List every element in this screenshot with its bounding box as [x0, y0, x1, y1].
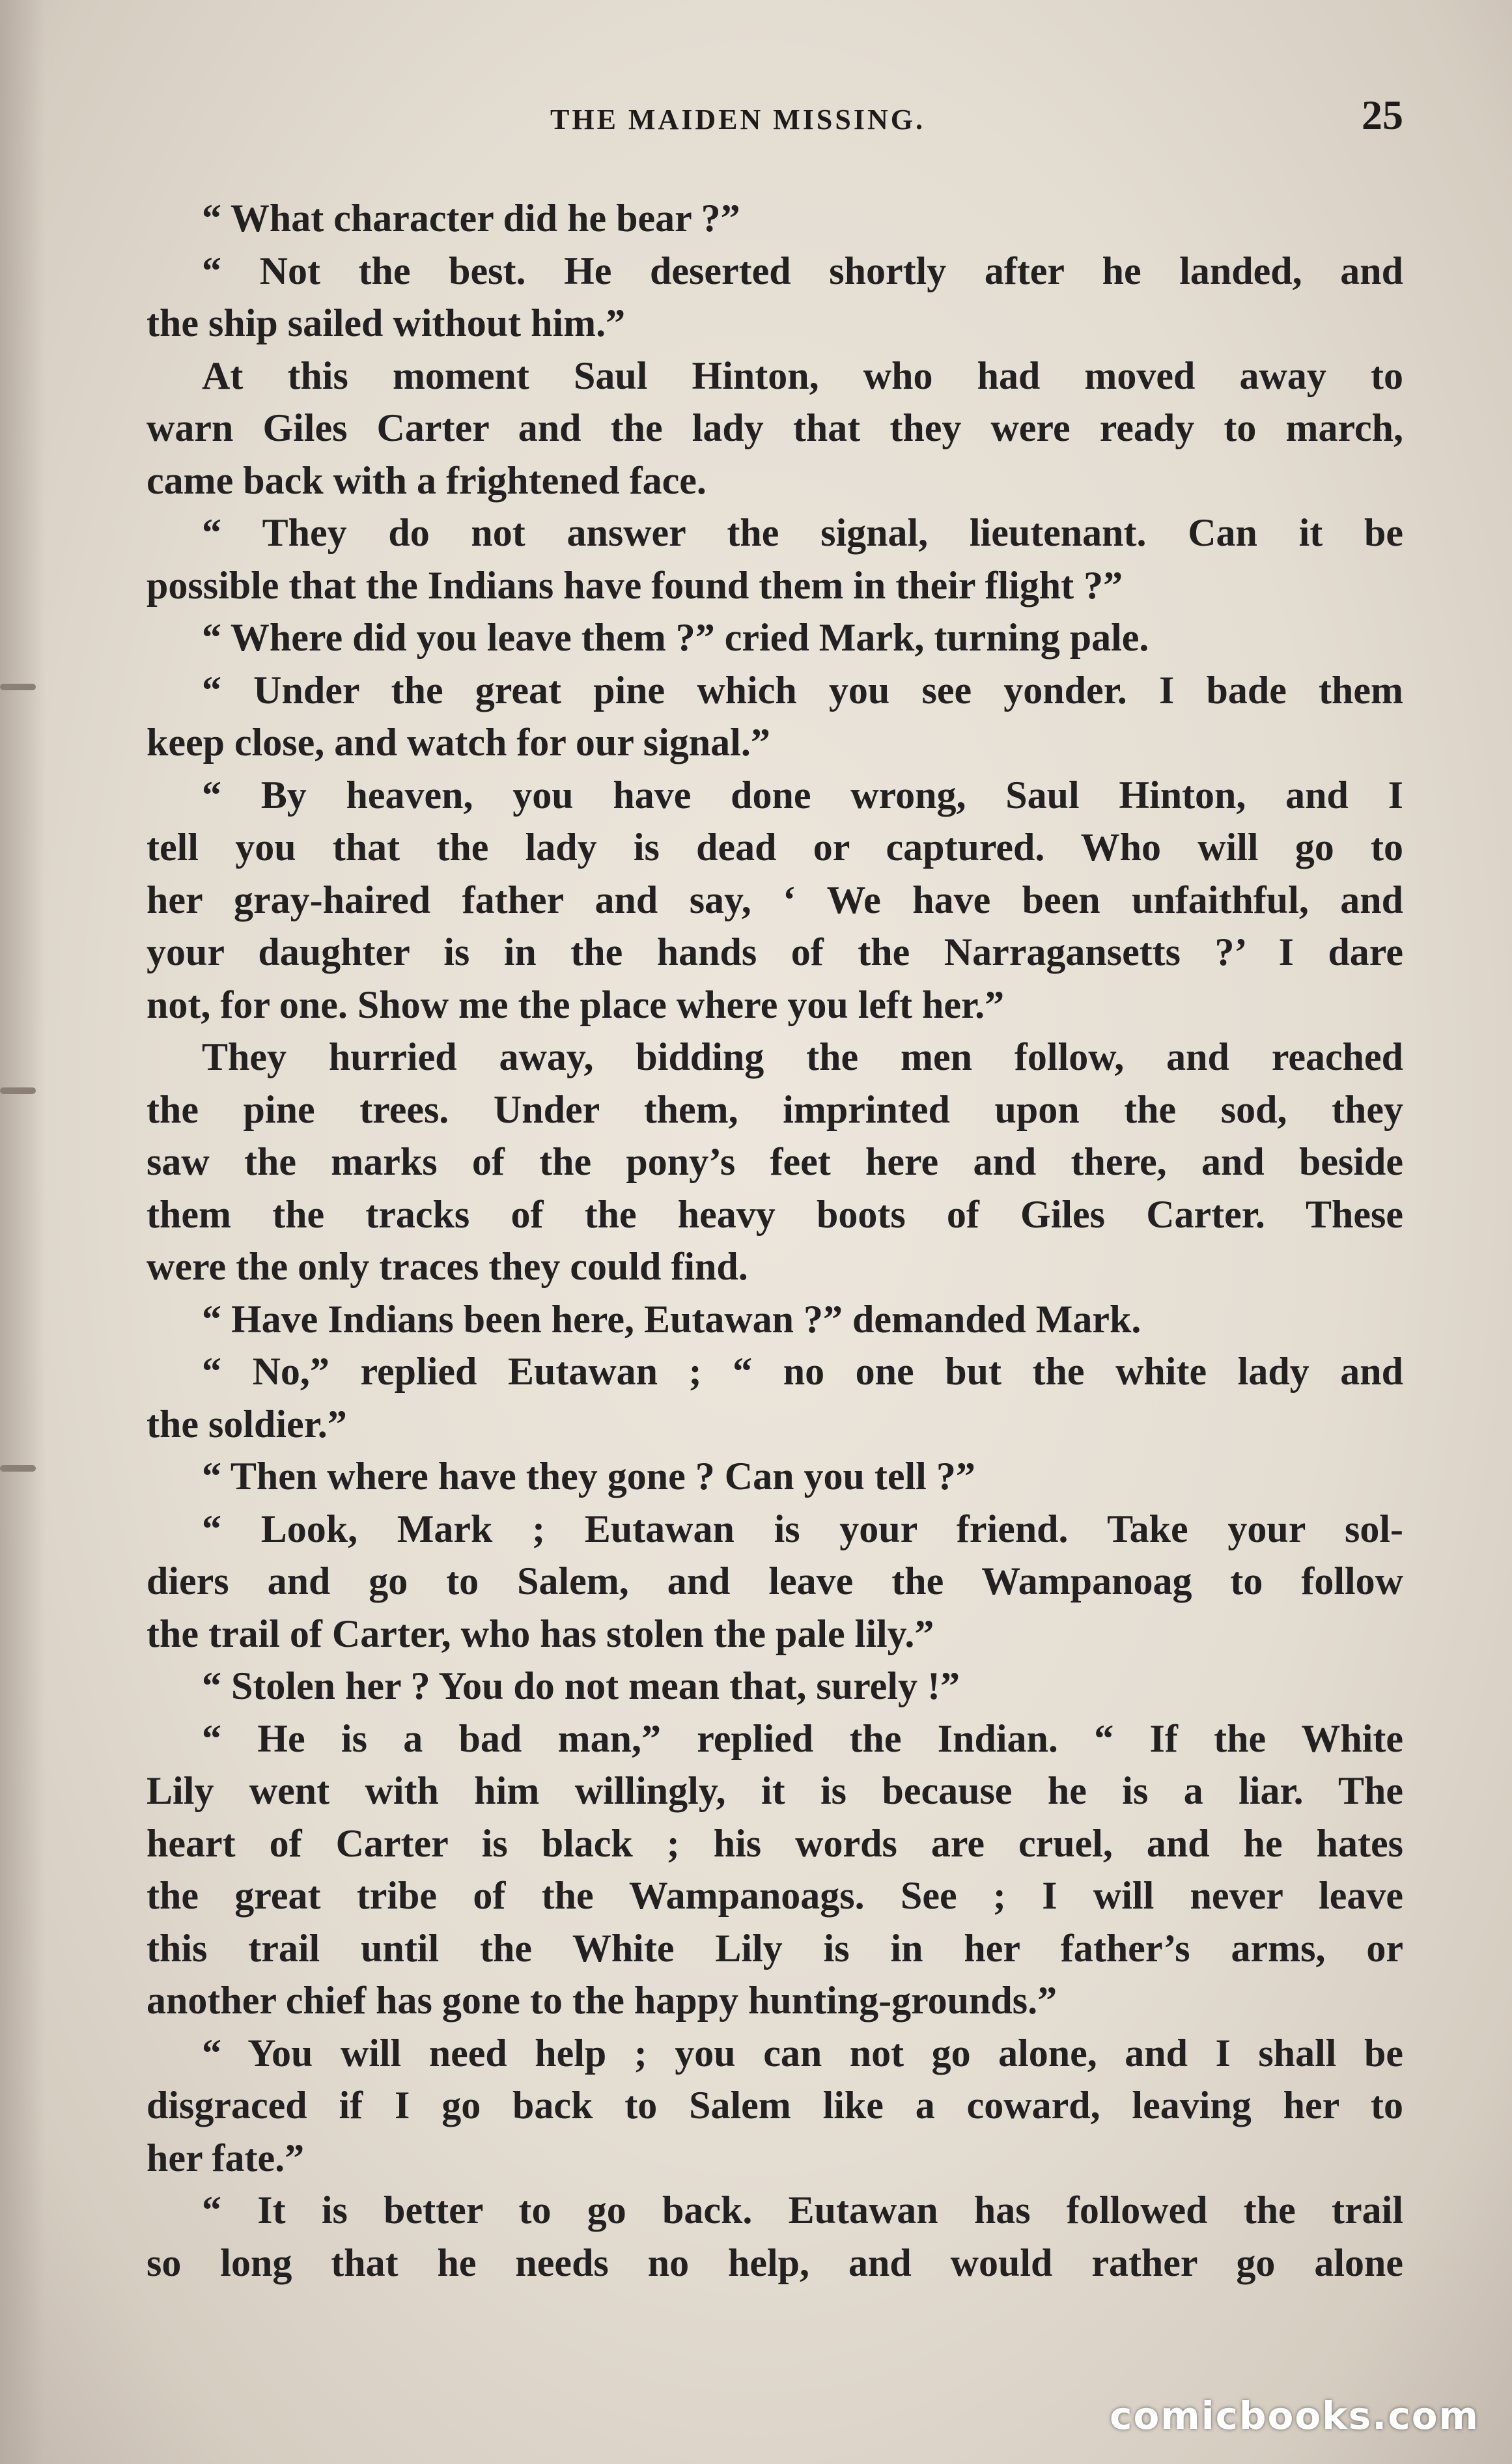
text-line: this trail until the White Lily is in her father’s arms, or	[147, 1926, 1403, 1970]
page-edge-nick	[0, 1087, 36, 1094]
text-line: your daughter is in the hands of the Narragansetts ?’ I dare	[147, 931, 1403, 973]
text-line: “ Not the best. He deserted shortly after he landed, and	[202, 249, 1403, 292]
text-line: “ Then where have they gone ? Can you tell ?”	[202, 1455, 975, 1498]
text-line: keep close, and watch for our signal.”	[147, 721, 770, 764]
running-title: THE MAIDEN MISSING.	[550, 104, 925, 135]
page-edge-nick	[0, 684, 36, 690]
text-line: disgraced if I go back to Salem like a coward, leaving her to	[147, 2084, 1403, 2127]
body-text	[147, 192, 1403, 2289]
text-line: “ Where did you leave them ?” cried Mark, turning pale.	[202, 616, 1149, 659]
text-line: saw the marks of the pony’s feet here and there, and beside	[147, 1140, 1403, 1183]
text-line: At this moment Saul Hinton, who had moved away to	[202, 354, 1403, 397]
text-line: “ Look, Mark ; Eutawan is your friend. Take your sol-	[202, 1507, 1403, 1550]
text-line: possible that the Indians have found them in their flight ?”	[147, 563, 1123, 607]
text-line: “ You will need help ; you can not go alone, and I shall be	[202, 2031, 1403, 2075]
text-line: them the tracks of the heavy boots of Giles Carter. These	[147, 1192, 1403, 1236]
text-line: “ Have Indians been here, Eutawan ?” demanded Mark.	[202, 1297, 1141, 1341]
text-line: They hurried away, bidding the men follow, and reached	[202, 1035, 1403, 1078]
text-line: “ By heaven, you have done wrong, Saul Hinton, and I	[202, 773, 1403, 817]
text-line: so long that he needs no help, and would rather go alone	[147, 2241, 1403, 2284]
page-gutter-shadow	[0, 0, 46, 2464]
text-line: diers and go to Salem, and leave the Wampanoag to follow	[147, 1560, 1403, 1603]
text-line: tell you that the lady is dead or captured. Who will go to	[147, 826, 1403, 869]
text-line: Lily went with him willingly, it is because he is a liar. The	[147, 1769, 1403, 1812]
text-line: “ He is a bad man,” replied the Indian. “ If the White	[202, 1716, 1403, 1760]
text-line: were the only traces they could find.	[147, 1245, 748, 1288]
text-line: heart of Carter is black ; his words are cruel, and he hates	[147, 1821, 1403, 1865]
text-line: “ Stolen her ? You do not mean that, surely !”	[202, 1664, 960, 1707]
page-edge-nick	[0, 1465, 36, 1472]
text-line: the soldier.”	[147, 1402, 347, 1446]
text-line: her fate.”	[147, 2136, 305, 2179]
text-line: “ No,” replied Eutawan ; “ no one but the white lady and	[202, 1350, 1403, 1393]
text-line: the great tribe of the Wampanoags. See ; I will never leave	[147, 1874, 1403, 1917]
text-line: “ They do not answer the signal, lieutenant. Can it be	[202, 511, 1403, 554]
text-line: “ Under the great pine which you see yonder. I bade them	[202, 668, 1403, 712]
text-line: “ It is better to go back. Eutawan has followed the trail	[202, 2189, 1403, 2232]
text-line: came back with a frightened face.	[147, 458, 707, 502]
page-header	[147, 91, 1403, 150]
text-line: warn Giles Carter and the lady that they were ready to march,	[147, 406, 1403, 449]
page-number: 25	[1362, 92, 1403, 138]
text-line: her gray-haired father and say, ‘ We have been unfaithful, and	[147, 878, 1403, 921]
watermark: comicbooks.com	[1110, 2394, 1479, 2438]
text-line: the trail of Carter, who has stolen the pale lily.”	[147, 1612, 934, 1655]
text-line: not, for one. Show me the place where you left her.”	[147, 983, 1005, 1026]
text-line: another chief has gone to the happy hunting-grounds.”	[147, 1979, 1057, 2022]
text-line: the pine trees. Under them, imprinted upon the sod, they	[147, 1087, 1403, 1131]
text-line: the ship sailed without him.”	[147, 301, 626, 344]
text-line: “ What character did he bear ?”	[202, 197, 740, 240]
